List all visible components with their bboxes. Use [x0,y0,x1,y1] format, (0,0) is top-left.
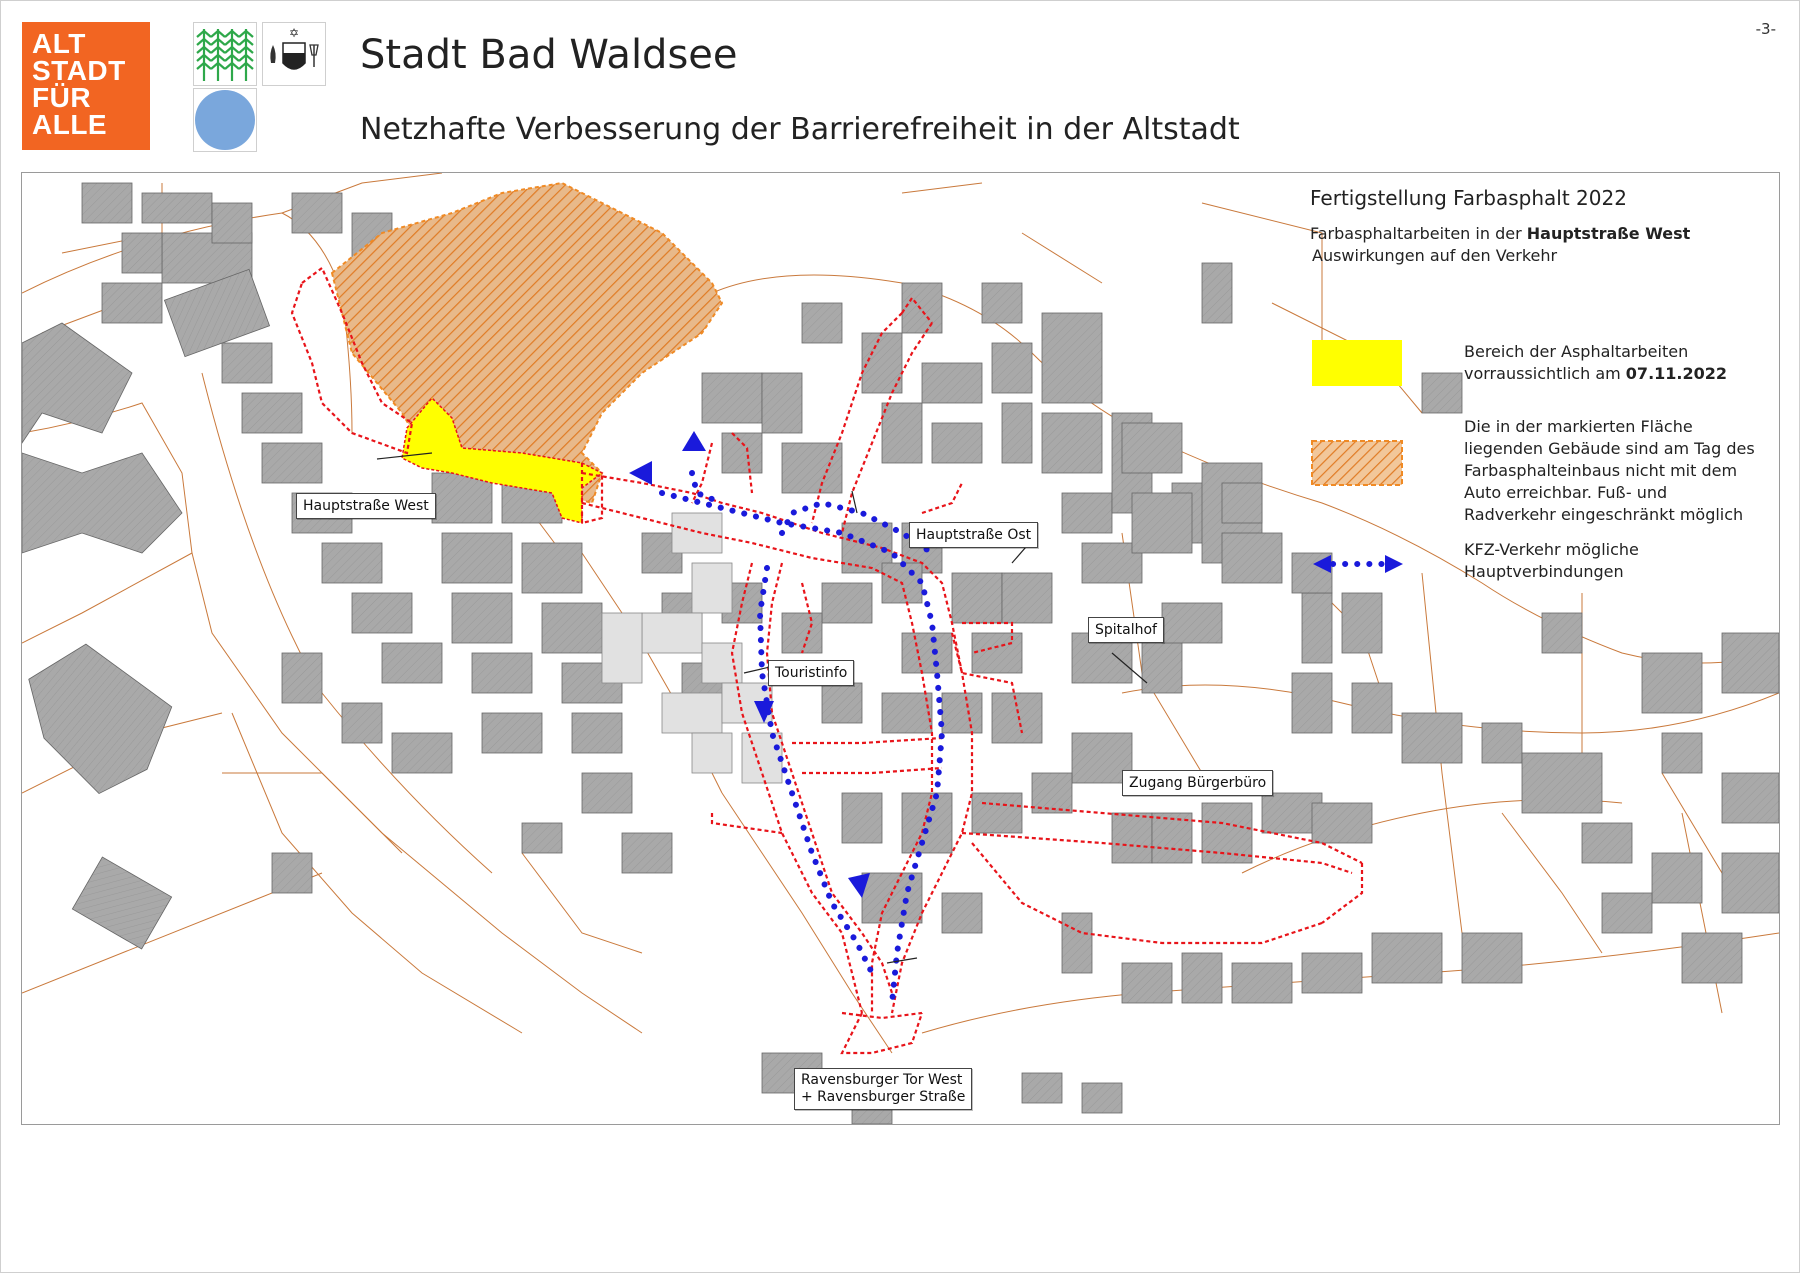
buildings [22,183,1779,1124]
label-zugang-buergerbuero: Zugang Bürgerbüro [1122,770,1273,796]
legend-traffic-line2: Hauptverbindungen [1464,562,1624,581]
legend-desc-bold: Hauptstraße West [1526,224,1691,243]
svg-text:✡: ✡ [288,26,300,40]
logo-line-3: FÜR [32,82,92,113]
label-ravensburger-line2: + Ravensburger Straße [801,1089,966,1105]
legend-item-asphalt [1464,341,1727,385]
label-spitalhof: Spitalhof [1088,617,1164,643]
legend-asphalt-date: 07.11.2022 [1625,364,1728,383]
fir-trees-emblem-icon [193,22,257,86]
legend-asphalt-line2 [1464,363,1727,385]
page-title: Stadt Bad Waldsee [360,32,738,78]
label-ravensburger-line1: Ravensburger Tor West [801,1072,963,1088]
logo-line-4: ALLE [32,109,108,140]
legend-traffic-line1: KFZ-Verkehr mögliche [1464,540,1639,559]
legend-hatch-swatch [1311,440,1403,486]
legend-title: Fertigstellung Farbasphalt 2022 [1310,186,1627,210]
legend-desc-prefix: Farbasphaltarbeiten in der [1310,224,1527,243]
coat-of-arms-icon [262,22,326,86]
legend-asphalt-date-prefix: vorraussichtlich am [1464,364,1626,383]
label-hauptstrasse-ost: Hauptstraße Ost [909,522,1038,548]
light-buildings [602,513,782,783]
legend-description [1310,224,1690,243]
label-hauptstrasse-west: Hauptstraße West [296,493,436,519]
altstadt-fuer-alle-logo [22,22,150,150]
label-touristinfo: Touristinfo [768,660,854,686]
legend-restricted-line4: Auto erreichbar. Fuß- und [1464,483,1668,502]
legend-traffic-arrow-icon [1311,552,1405,576]
legend-restricted-line5: Radverkehr eingeschränkt möglich [1464,505,1744,524]
blue-circle-emblem-icon [193,88,257,152]
logo-line-2: STADT [32,55,126,86]
legend-item-restricted [1464,416,1755,526]
legend-description-line2: Auswirkungen auf den Verkehr [1312,246,1558,265]
page-subtitle: Netzhafte Verbesserung der Barrierefreiheit in der Altstadt [360,112,1240,147]
legend-restricted-line2: liegenden Gebäude sind am Tag des [1464,439,1755,458]
page-number: -3- [1755,20,1776,38]
arrow-north-icon [682,431,706,451]
label-ravensburger-tor [794,1068,972,1110]
legend-item-traffic [1464,539,1639,583]
legend-asphalt-line1: Bereich der Asphaltarbeiten [1464,342,1689,361]
legend-yellow-swatch [1312,340,1402,386]
logo-line-1: ALT [32,28,86,59]
legend-restricted-line1: Die in der markierten Fläche [1464,417,1693,436]
map-canvas [22,173,1779,1124]
town-map [21,172,1780,1125]
legend-restricted-line3: Farbasphalteinbaus nicht mit dem [1464,461,1738,480]
